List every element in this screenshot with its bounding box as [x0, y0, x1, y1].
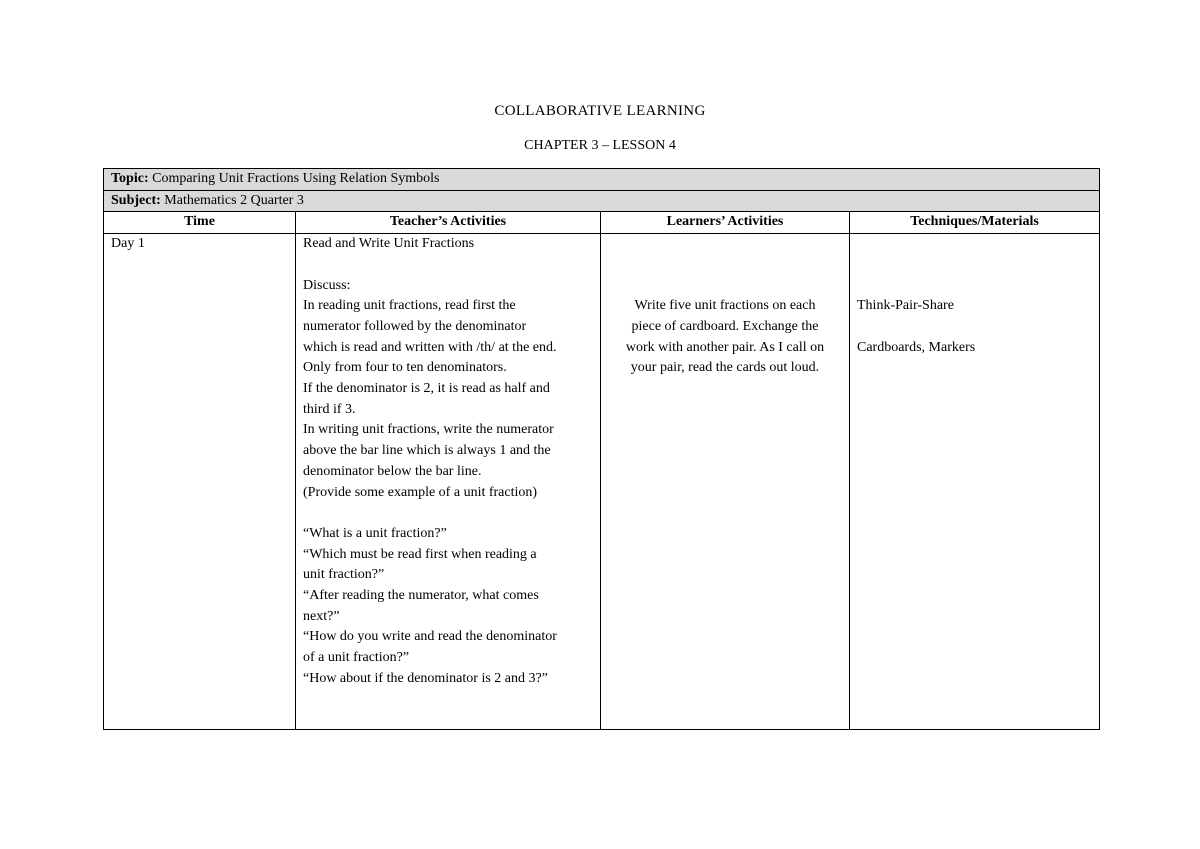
learners-line: your pair, read the cards out loud. [630, 360, 820, 376]
topic-cell [104, 169, 1100, 191]
subject-label: Subject: [111, 192, 161, 208]
document-subtitle: CHAPTER 3 – LESSON 4 [524, 138, 676, 153]
teacher-question: “After reading the numerator, what comes [303, 588, 539, 604]
teacher-question: “Which must be read first when reading a [303, 546, 537, 562]
learners-activity-text [608, 296, 842, 379]
teacher-line: (Provide some example of a unit fraction) [303, 484, 538, 500]
teacher-line: In reading unit fractions, read first the [303, 298, 516, 314]
spacer [857, 234, 1092, 255]
teacher-question: “How about if the denominator is 2 and 3?” [303, 670, 548, 686]
spacer [857, 275, 1092, 296]
spacer [303, 503, 593, 524]
spacer [857, 317, 1092, 338]
topic-row [104, 169, 1100, 191]
header-teachers-activities: Teacher’s Activities [296, 212, 601, 234]
learners-line: piece of cardboard. Exchange the [631, 318, 819, 334]
time-cell [104, 234, 296, 730]
teacher-question: “What is a unit fraction?” [303, 525, 447, 541]
document-title: COLLABORATIVE LEARNING [494, 103, 706, 119]
teacher-question: unit fraction?” [303, 567, 385, 583]
day-1-row [104, 234, 1100, 730]
header-learners-activities: Learners’ Activities [601, 212, 850, 234]
topic-label: Topic: [111, 171, 149, 186]
subject-value: Mathematics 2 Quarter 3 [164, 192, 304, 208]
header-techniques-materials: Techniques/Materials [850, 212, 1100, 234]
teacher-question: of a unit fraction?” [303, 650, 410, 666]
topic-value: Comparing Unit Fractions Using Relation Symbols [152, 171, 440, 186]
header-row [104, 212, 1100, 234]
learners-activities-cell [601, 234, 850, 730]
teacher-question: “How do you write and read the denominator [303, 629, 557, 645]
materials-value: Cardboards, Markers [857, 339, 976, 355]
teacher-line: numerator followed by the denominator [303, 318, 527, 334]
lesson-plan-table [103, 168, 1100, 730]
subject-row [104, 190, 1100, 212]
spacer [608, 234, 842, 255]
header-time: Time [104, 212, 296, 234]
teacher-line: third if 3. [303, 401, 356, 417]
teacher-line: Only from four to ten denominators. [303, 360, 507, 376]
technique-value: Think-Pair-Share [857, 298, 954, 314]
learners-line: work with another pair. As I call on [625, 339, 825, 355]
teacher-line: In writing unit fractions, write the numerator [303, 422, 554, 438]
teacher-question: next?” [303, 608, 340, 624]
teacher-heading: Read and Write Unit Fractions [303, 236, 475, 252]
teacher-line: which is read and written with /th/ at the end. [303, 339, 557, 355]
subject-cell [104, 190, 1100, 212]
teacher-line: above the bar line which is always 1 and the [303, 443, 551, 459]
learners-line: Write five unit fractions on each [634, 298, 816, 314]
spacer [608, 275, 842, 296]
spacer [608, 255, 842, 276]
spacer [303, 255, 593, 276]
techniques-materials-cell [850, 234, 1100, 730]
teacher-line: Discuss: [303, 277, 351, 293]
teacher-line: If the denominator is 2, it is read as half and [303, 381, 550, 397]
spacer [857, 255, 1092, 276]
teacher-line: denominator below the bar line. [303, 463, 482, 479]
teacher-activities-cell [296, 234, 601, 730]
time-value: Day 1 [111, 236, 145, 252]
